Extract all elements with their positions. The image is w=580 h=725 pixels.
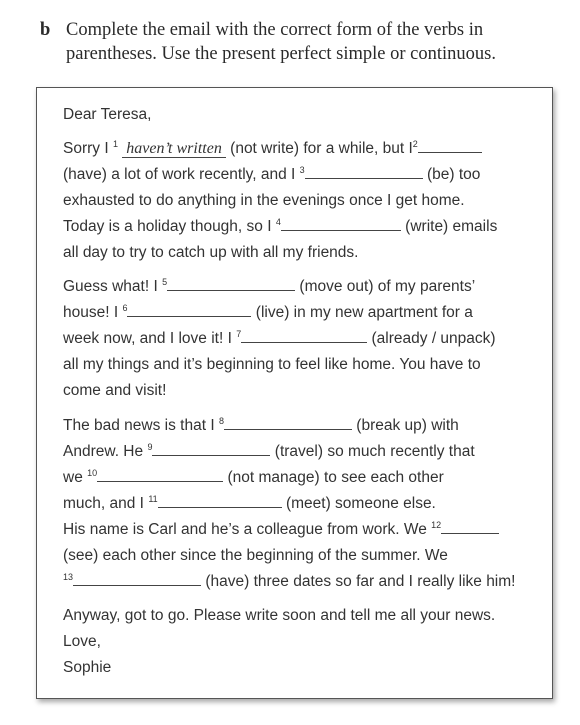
blank-6[interactable]	[127, 302, 251, 317]
email-box	[36, 87, 553, 699]
p3-line-2: Andrew. He $^9$ (travel) so much recently that	[63, 442, 475, 460]
blank-number-11: 11	[148, 494, 158, 504]
p3-line-4: much, and I $^{11}$ (meet) someone else.	[63, 494, 436, 512]
signature: Sophie	[63, 659, 112, 676]
email-greeting: Dear Teresa,	[63, 106, 152, 123]
blank-number-6: 6	[122, 303, 128, 313]
blank-number-7: 7	[236, 329, 242, 339]
p3-line-7: $^{13}$ (have) three dates so far and I really like him!	[63, 572, 516, 590]
p2-line-4: all my things and it’s beginning to feel like home. You have to	[63, 356, 481, 373]
blank-number-9: 9	[147, 442, 153, 452]
blank-number-5: 5	[162, 277, 168, 287]
p1-line-3: exhausted to do anything in the evenings once I get home.	[63, 192, 465, 209]
p2-line-5: come and visit!	[63, 382, 167, 399]
blank-number-2: 2	[412, 139, 418, 149]
p1-line-2: (have) a lot of work recently, and I $^3$ (be) too	[63, 165, 481, 183]
p3-line-1: The bad news is that I $^8$ (break up) with	[63, 416, 459, 434]
blank-9[interactable]	[152, 441, 270, 456]
p2-line-3: week now, and I love it! I $^7$ (already / unpack)	[63, 329, 496, 347]
email-paragraph-2	[63, 274, 543, 404]
p1-line-4: Today is a holiday though, so I $^4$ (write) emails	[63, 217, 498, 235]
instruction-line-1: Complete the email with the correct form of the verbs in	[66, 20, 484, 40]
blank-4[interactable]	[281, 216, 401, 231]
p1-line-5: all day to try to catch up with all my friends.	[63, 244, 359, 261]
p3-line-6: (see) each other since the beginning of the summer. We	[63, 547, 448, 564]
blank-number-1: 1	[112, 139, 118, 149]
email-paragraph-1	[63, 136, 543, 266]
email-paragraph-3	[63, 413, 543, 595]
blank-3[interactable]	[305, 164, 423, 179]
blank-2[interactable]	[418, 138, 482, 153]
p2-line-2: house! I $^6$ (live) in my new apartment for a	[63, 303, 473, 321]
blank-5[interactable]	[167, 276, 295, 291]
email-body	[63, 102, 543, 681]
blank-8[interactable]	[224, 415, 352, 430]
blank-12[interactable]	[441, 519, 499, 534]
exercise-letter: b	[40, 20, 51, 40]
exercise-instruction	[40, 18, 570, 66]
email-closing	[63, 603, 543, 681]
blank-number-12: 12	[431, 520, 442, 530]
p2-line-1: Guess what! I $^5$ (move out) of my parents’	[63, 277, 476, 295]
closing-line-1: Anyway, got to go. Please write soon and tell me all your news.	[63, 607, 496, 624]
blank-10[interactable]	[97, 467, 223, 482]
blank-number-13: 13	[63, 572, 74, 582]
instruction-line-2: parentheses. Use the present perfect simple or continuous.	[66, 44, 496, 64]
blank-13[interactable]	[73, 571, 201, 586]
p3-line-3: we $^{10}$ (not manage) to see each other	[63, 468, 444, 486]
p3-line-5: His name is Carl and he’s a colleague from work. We $^{12}$	[63, 517, 543, 543]
example-answer: haven’t written	[122, 140, 226, 158]
p1-line-1: Sorry I $^1$ haven’t written (not write) for a while, but $I^2$	[63, 136, 543, 162]
blank-7[interactable]	[241, 328, 367, 343]
blank-number-4: 4	[275, 217, 281, 227]
blank-number-10: 10	[87, 468, 98, 478]
blank-11[interactable]	[158, 493, 282, 508]
blank-number-8: 8	[218, 416, 224, 426]
closing-line-2: Love,	[63, 633, 101, 650]
blank-number-3: 3	[299, 165, 305, 175]
